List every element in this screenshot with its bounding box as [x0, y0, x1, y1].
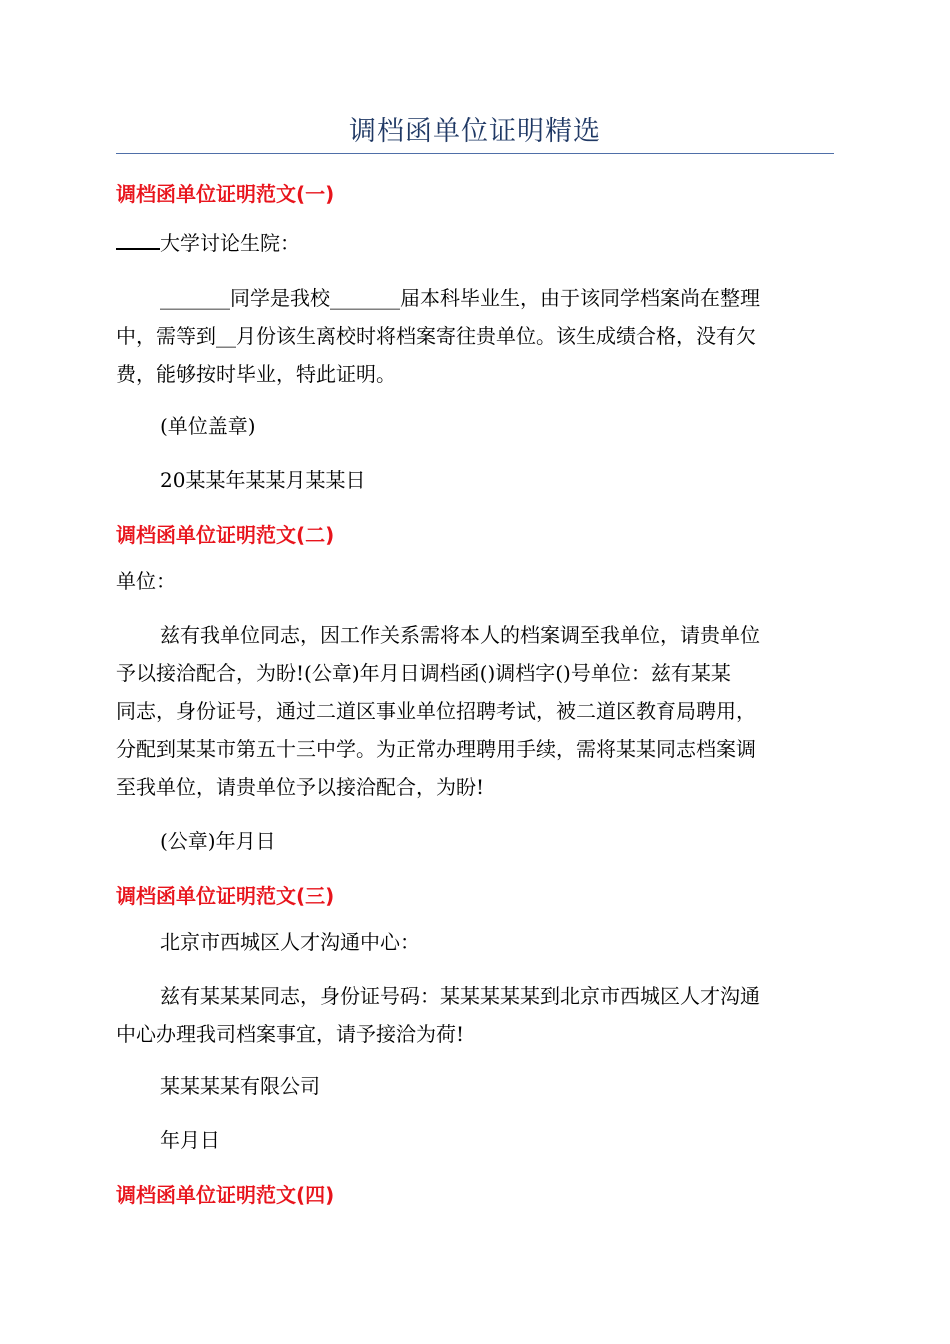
section-heading-2: 调档函单位证明范文(二) — [116, 523, 335, 547]
section-2-body-line-1: 兹有我单位同志，因工作关系需将本人的档案调至我单位，请贵单位 — [160, 623, 760, 647]
section-2-body-line-2: 予以接洽配合，为盼!(公章)年月日调档函()调档字()号单位：兹有某某 — [116, 661, 731, 685]
section-3-body-line-2: 中心办理我司档案事宜，请予接洽为荷! — [116, 1022, 465, 1046]
document-title: 调档函单位证明精选 — [349, 116, 601, 147]
section-2-body-line-5: 至我单位，请贵单位予以接洽配合，为盼! — [116, 775, 485, 799]
section-3-company: 某某某某有限公司 — [160, 1074, 320, 1098]
section-2-seal-date: (公章)年月日 — [160, 829, 276, 853]
section-heading-4: 调档函单位证明范文(四) — [116, 1183, 335, 1207]
blank-underline — [116, 228, 160, 250]
section-heading-1: 调档函单位证明范文(一) — [116, 182, 335, 206]
section-2-body-line-4: 分配到某某市第五十三中学。为正常办理聘用手续，需将某某同志档案调 — [116, 737, 756, 761]
salutation-text: 大学讨论生院： — [160, 231, 300, 255]
section-1-body-line-2: 中，需等到__月份该生离校时将档案寄往贵单位。该生成绩合格，没有欠 — [116, 324, 756, 348]
section-3-salutation: 北京市西城区人才沟通中心： — [160, 930, 420, 954]
section-1-body-line-1: _______同学是我校_______届本科毕业生，由于该同学档案尚在整理 — [160, 286, 760, 310]
title-underline — [116, 153, 834, 154]
section-1-body-line-3: 费，能够按时毕业，特此证明。 — [116, 362, 396, 386]
section-2-body-line-3: 同志，身份证号，通过二道区事业单位招聘考试，被二道区教育局聘用， — [116, 699, 756, 723]
section-1-salutation — [116, 228, 300, 257]
section-heading-3: 调档函单位证明范文(三) — [116, 884, 335, 908]
section-3-body-line-1: 兹有某某某同志，身份证号码：某某某某某到北京市西城区人才沟通 — [160, 984, 760, 1008]
section-1-seal: (单位盖章) — [160, 414, 256, 438]
section-1-date: 20某某年某某月某某日 — [160, 468, 366, 492]
section-3-date: 年月日 — [160, 1128, 220, 1152]
section-2-salutation: 单位： — [116, 569, 176, 593]
